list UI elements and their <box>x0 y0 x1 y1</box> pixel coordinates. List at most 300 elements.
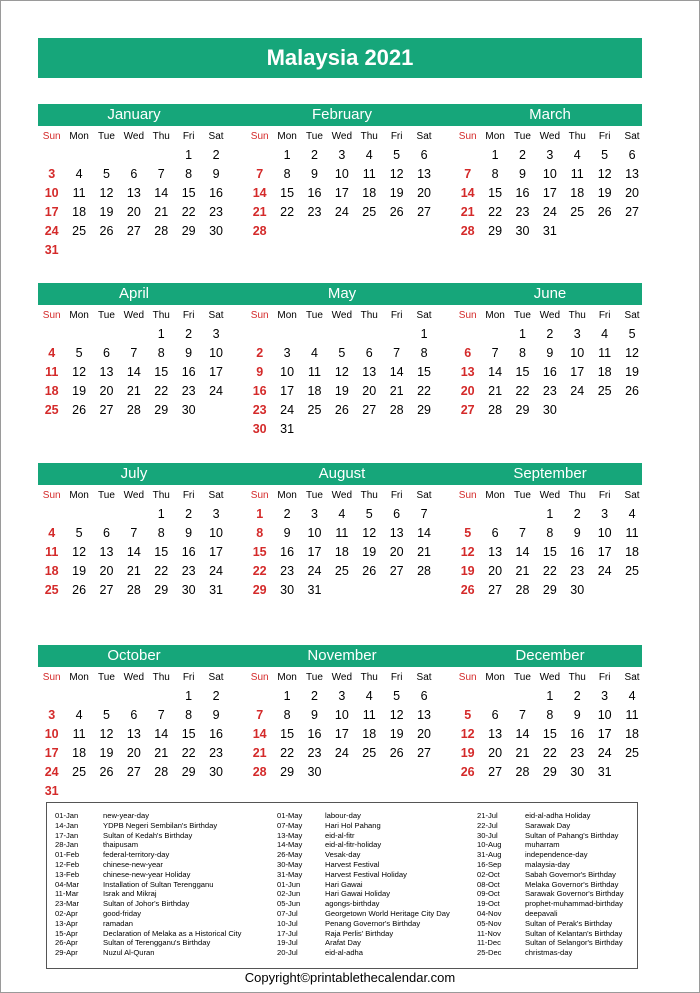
weekday-label: Sun <box>42 310 61 321</box>
weekday-header <box>454 127 646 146</box>
day-cell: 6 <box>365 346 373 360</box>
day-cell: 28 <box>252 224 267 238</box>
week-row <box>454 382 646 401</box>
day-cell: 5 <box>628 327 636 341</box>
day-cell: 3 <box>601 507 609 521</box>
weekday-label: Wed <box>539 310 561 321</box>
holiday-entry <box>55 938 241 948</box>
day-cell: 2 <box>573 689 581 703</box>
holiday-date: 13-May <box>277 830 303 840</box>
holiday-date: 08-Oct <box>477 879 500 889</box>
holiday-name: Israk and Mikraj <box>103 889 157 899</box>
day-cell: 1 <box>546 507 554 521</box>
holiday-name: Melaka Governor's Birthday <box>525 879 619 889</box>
day-cell: 15 <box>280 186 295 200</box>
day-cell: 15 <box>542 727 557 741</box>
holiday-date: 11-Nov <box>477 928 501 938</box>
day-cell: 9 <box>573 708 581 722</box>
weekday-label: Fri <box>182 131 195 142</box>
weekday-header <box>454 486 646 505</box>
weekday-label: Wed <box>539 490 561 501</box>
weekday-header <box>454 668 646 687</box>
day-cell: 3 <box>546 148 554 162</box>
empty-day-cell <box>591 401 618 420</box>
week-row <box>38 184 230 203</box>
holiday-name: deepavali <box>525 908 558 918</box>
day-cell: 24 <box>334 746 349 760</box>
empty-day-cell <box>410 581 437 600</box>
day-cell: 11 <box>625 708 639 722</box>
empty-day-cell <box>38 146 65 165</box>
day-cell: 2 <box>573 507 581 521</box>
empty-day-cell <box>618 763 645 782</box>
empty-day-cell <box>454 146 481 165</box>
empty-day-cell <box>273 222 300 241</box>
holiday-entry <box>277 831 450 841</box>
day-cell: 30 <box>209 224 223 238</box>
day-cell: 26 <box>597 205 612 219</box>
day-cell: 16 <box>280 545 295 559</box>
day-cell: 13 <box>126 727 141 741</box>
day-cell: 10 <box>209 526 223 540</box>
empty-day-cell <box>356 581 383 600</box>
weekday-label: Mon <box>277 310 297 321</box>
empty-day-cell <box>591 222 618 241</box>
day-cell: 4 <box>338 507 346 521</box>
holiday-entry <box>277 870 450 880</box>
day-cell: 11 <box>45 545 59 559</box>
empty-day-cell <box>383 325 410 344</box>
day-cell: 15 <box>417 365 431 379</box>
empty-day-cell <box>410 763 437 782</box>
holiday-name: thaipusam <box>103 840 139 850</box>
holiday-name: Sabah Governor's Birthday <box>525 869 616 879</box>
day-cell: 9 <box>311 708 318 722</box>
day-cell: 20 <box>99 564 114 578</box>
weekday-label: Tue <box>98 131 115 142</box>
day-cell: 17 <box>307 545 322 559</box>
day-cell: 10 <box>334 167 349 181</box>
weekday-label: Tue <box>98 672 115 683</box>
day-cell: 21 <box>417 545 431 559</box>
day-cell: 14 <box>460 186 475 200</box>
day-cell: 12 <box>389 708 404 722</box>
day-cell: 27 <box>99 583 114 597</box>
holiday-entry <box>477 840 624 850</box>
day-cell: 23 <box>209 205 223 219</box>
month-name: June <box>533 285 567 302</box>
month-name: November <box>307 647 377 664</box>
weekday-label: Mon <box>69 131 89 142</box>
empty-day-cell <box>618 222 645 241</box>
weekday-label: Sat <box>208 310 224 321</box>
weekday-label: Wed <box>331 490 353 501</box>
week-row <box>246 401 438 420</box>
day-cell: 24 <box>209 564 223 578</box>
day-cell: 3 <box>48 167 56 181</box>
day-cell: 12 <box>99 186 114 200</box>
day-cell: 22 <box>280 746 295 760</box>
holiday-date: 21-Jul <box>477 811 498 820</box>
holiday-date: 04-Mar <box>55 879 80 889</box>
day-cell: 18 <box>625 545 639 559</box>
weekday-label: Fri <box>182 672 195 683</box>
day-cell: 28 <box>389 403 404 417</box>
day-cell: 22 <box>252 564 267 578</box>
day-cell: 15 <box>515 365 530 379</box>
holiday-date: 26-May <box>277 850 303 860</box>
day-cell: 30 <box>307 765 322 779</box>
holiday-name: Sarawak Governor's Birthday <box>525 889 624 899</box>
holiday-entry <box>55 860 241 870</box>
day-cell: 1 <box>546 689 554 703</box>
day-cell: 15 <box>154 545 169 559</box>
week-row <box>38 706 230 725</box>
empty-day-cell <box>148 146 175 165</box>
day-cell: 24 <box>334 205 349 219</box>
day-cell: 14 <box>154 186 169 200</box>
weekday-label: Mon <box>485 490 505 501</box>
day-cell: 24 <box>209 384 223 398</box>
day-cell: 1 <box>519 327 526 341</box>
day-cell: 4 <box>365 689 373 703</box>
empty-day-cell <box>246 325 273 344</box>
weekday-label: Tue <box>306 490 323 501</box>
week-row <box>454 725 646 744</box>
empty-day-cell <box>202 782 229 801</box>
empty-day-cell <box>454 325 481 344</box>
week-row <box>38 744 230 763</box>
holiday-name: eid-al-adha <box>325 948 363 958</box>
day-cell: 7 <box>519 708 526 722</box>
day-cell: 19 <box>99 205 114 219</box>
day-cell: 9 <box>185 346 193 360</box>
day-cell: 8 <box>157 526 165 540</box>
day-cell: 5 <box>464 526 472 540</box>
day-cell: 9 <box>311 167 318 181</box>
month-december <box>454 645 646 782</box>
week-row <box>246 146 438 165</box>
day-cell: 9 <box>546 346 554 360</box>
day-cell: 5 <box>365 507 373 521</box>
day-cell: 4 <box>48 526 56 540</box>
day-cell: 30 <box>181 403 196 417</box>
day-cell: 26 <box>72 583 87 597</box>
week-row <box>38 222 230 241</box>
day-cell: 6 <box>103 526 110 540</box>
day-cell: 25 <box>72 224 87 238</box>
day-cell: 26 <box>389 746 404 760</box>
holiday-entry <box>477 821 624 831</box>
day-cell: 17 <box>334 186 349 200</box>
day-cell: 20 <box>362 384 377 398</box>
day-cell: 30 <box>209 765 223 779</box>
day-cell: 6 <box>464 346 472 360</box>
day-cell: 7 <box>256 708 264 722</box>
week-row <box>38 763 230 782</box>
month-name: February <box>311 106 373 123</box>
holiday-entry <box>55 880 241 890</box>
day-cell: 28 <box>126 583 141 597</box>
day-cell: 9 <box>573 526 581 540</box>
weekday-label: Tue <box>98 490 115 501</box>
day-cell: 2 <box>546 327 554 341</box>
day-cell: 18 <box>625 727 639 741</box>
day-cell: 8 <box>256 526 264 540</box>
weekday-label: Thu <box>152 310 170 321</box>
day-cell: 22 <box>154 564 169 578</box>
day-cell: 27 <box>126 765 141 779</box>
day-cell: 23 <box>181 564 196 578</box>
weekday-label: Fri <box>390 672 403 683</box>
holiday-date: 13-Apr <box>55 918 78 928</box>
empty-day-cell <box>356 763 383 782</box>
weekday-label: Sun <box>250 672 269 683</box>
day-cell: 7 <box>519 526 526 540</box>
holiday-name: Georgetown World Heritage City Day <box>325 908 450 918</box>
day-cell: 14 <box>126 365 141 379</box>
day-cell: 23 <box>570 564 585 578</box>
day-cell: 14 <box>154 727 169 741</box>
empty-day-cell <box>148 241 175 260</box>
day-cell: 29 <box>154 403 169 417</box>
day-cell: 17 <box>542 186 557 200</box>
holiday-name: new-year-day <box>103 811 150 820</box>
day-cell: 17 <box>597 545 612 559</box>
holiday-date: 29-Apr <box>55 948 78 958</box>
holiday-entry <box>277 889 450 899</box>
month-name: October <box>107 647 161 664</box>
empty-day-cell <box>93 325 120 344</box>
day-cell: 7 <box>256 167 264 181</box>
week-row <box>246 763 438 782</box>
week-row <box>38 325 230 344</box>
day-cell: 5 <box>393 689 401 703</box>
empty-day-cell <box>65 687 92 706</box>
day-cell: 27 <box>625 205 639 219</box>
holiday-entry <box>277 919 450 929</box>
week-row <box>246 543 438 562</box>
day-cell: 19 <box>625 365 639 379</box>
empty-day-cell <box>618 581 645 600</box>
day-cell: 8 <box>546 708 554 722</box>
empty-day-cell <box>93 146 120 165</box>
day-cell: 9 <box>212 708 220 722</box>
holiday-date: 23-Mar <box>55 899 80 909</box>
day-cell: 31 <box>44 784 59 798</box>
day-cell: 7 <box>420 507 428 521</box>
empty-day-cell <box>93 687 120 706</box>
empty-day-cell <box>383 420 410 439</box>
day-cell: 16 <box>542 365 557 379</box>
weekday-label: Sun <box>458 310 477 321</box>
day-cell: 17 <box>597 727 612 741</box>
day-cell: 14 <box>389 365 404 379</box>
day-cell: 10 <box>570 346 585 360</box>
day-cell: 8 <box>185 708 193 722</box>
day-cell: 12 <box>99 727 114 741</box>
day-cell: 17 <box>209 365 223 379</box>
weekday-label: Mon <box>277 131 297 142</box>
weekday-label: Wed <box>331 672 353 683</box>
day-cell: 21 <box>488 384 503 398</box>
holiday-entry <box>277 811 450 821</box>
day-cell: 14 <box>515 727 530 741</box>
day-cell: 22 <box>181 205 196 219</box>
day-cell: 28 <box>154 224 169 238</box>
weekday-label: Thu <box>568 672 586 683</box>
day-cell: 6 <box>628 148 636 162</box>
holiday-date: 11-Mar <box>55 889 79 899</box>
day-cell: 7 <box>130 526 138 540</box>
holiday-date: 05-Jun <box>277 899 301 909</box>
empty-day-cell <box>65 146 92 165</box>
holiday-name: ramadan <box>103 918 133 928</box>
day-cell: 6 <box>491 708 499 722</box>
holiday-entry <box>277 850 450 860</box>
week-row <box>246 382 438 401</box>
week-row <box>454 401 646 420</box>
holiday-date: 15-Apr <box>55 928 78 938</box>
day-cell: 30 <box>515 224 530 238</box>
day-cell: 3 <box>601 689 609 703</box>
day-cell: 15 <box>181 186 196 200</box>
holiday-date: 13-Feb <box>55 869 80 879</box>
day-cell: 25 <box>44 583 59 597</box>
day-cell: 22 <box>280 205 295 219</box>
day-cell: 29 <box>542 765 557 779</box>
weekday-label: Sun <box>42 490 61 501</box>
day-cell: 27 <box>460 403 475 417</box>
day-cell: 13 <box>460 365 475 379</box>
month-november <box>246 645 438 782</box>
day-cell: 29 <box>252 583 267 597</box>
weekday-label: Sun <box>458 672 477 683</box>
weekday-label: Sun <box>42 131 61 142</box>
month-name: March <box>529 106 571 123</box>
day-cell: 25 <box>362 205 377 219</box>
day-cell: 1 <box>185 148 193 162</box>
holiday-entry <box>477 870 624 880</box>
empty-day-cell <box>148 782 175 801</box>
empty-day-cell <box>120 146 147 165</box>
empty-day-cell <box>175 782 202 801</box>
day-cell: 29 <box>417 403 431 417</box>
day-cell: 30 <box>570 583 585 597</box>
empty-day-cell <box>65 782 92 801</box>
empty-day-cell <box>120 782 147 801</box>
week-row <box>454 184 646 203</box>
holiday-name: YDPB Negeri Sembilan's Birthday <box>103 820 218 830</box>
month-name: January <box>107 106 161 123</box>
day-cell: 9 <box>185 526 193 540</box>
holiday-name: Vesak-day <box>325 850 361 860</box>
month-september <box>454 463 646 600</box>
day-cell: 13 <box>99 545 114 559</box>
empty-day-cell <box>481 505 508 524</box>
copyright-text: Copyright©printablethecalendar.com <box>244 970 456 985</box>
day-cell: 19 <box>460 564 475 578</box>
month-name: July <box>120 465 148 482</box>
day-cell: 19 <box>72 564 87 578</box>
day-cell: 27 <box>389 564 404 578</box>
holiday-date: 02-Apr <box>55 908 78 918</box>
weekday-label: Tue <box>306 131 323 142</box>
holiday-date: 05-Nov <box>477 918 502 928</box>
holiday-date: 20-Jul <box>277 948 298 958</box>
day-cell: 2 <box>185 507 193 521</box>
day-cell: 21 <box>389 384 404 398</box>
day-cell: 11 <box>570 167 584 181</box>
day-cell: 29 <box>181 765 196 779</box>
holiday-name: malaysia-day <box>525 859 570 869</box>
holiday-entry <box>477 909 624 919</box>
week-row <box>246 222 438 241</box>
day-cell: 22 <box>488 205 503 219</box>
day-cell: 27 <box>488 765 503 779</box>
holiday-name: Sultan of Kelantan's Birthday <box>525 928 623 938</box>
day-cell: 17 <box>209 545 223 559</box>
day-cell: 31 <box>542 224 557 238</box>
day-cell: 10 <box>209 346 223 360</box>
holiday-date: 11-Dec <box>477 938 501 948</box>
day-cell: 23 <box>515 205 530 219</box>
empty-day-cell <box>301 420 328 439</box>
weekday-label: Thu <box>360 131 378 142</box>
day-cell: 3 <box>48 708 56 722</box>
weekday-label: Mon <box>485 672 505 683</box>
empty-day-cell <box>38 505 65 524</box>
weekday-label: Tue <box>514 310 531 321</box>
holiday-name: Arafat Day <box>325 938 361 948</box>
day-cell: 18 <box>307 384 322 398</box>
day-cell: 21 <box>126 384 141 398</box>
weekday-label: Sat <box>208 490 224 501</box>
holiday-name: eid-al-adha Holiday <box>525 811 591 820</box>
holiday-name: Sultan of Selangor's Birthday <box>525 938 623 948</box>
day-cell: 20 <box>389 545 404 559</box>
empty-day-cell <box>202 241 229 260</box>
weekday-label: Thu <box>568 490 586 501</box>
day-cell: 15 <box>488 186 503 200</box>
empty-day-cell <box>564 401 591 420</box>
empty-day-cell <box>120 241 147 260</box>
empty-day-cell <box>618 401 645 420</box>
day-cell: 10 <box>44 727 59 741</box>
day-cell: 14 <box>252 186 267 200</box>
holiday-entry <box>55 811 241 821</box>
holiday-entry <box>55 899 241 909</box>
day-cell: 2 <box>283 507 291 521</box>
day-cell: 25 <box>44 403 59 417</box>
week-row <box>38 165 230 184</box>
day-cell: 20 <box>126 746 141 760</box>
day-cell: 12 <box>72 545 87 559</box>
month-name: December <box>515 647 585 664</box>
weekday-label: Mon <box>277 672 297 683</box>
day-cell: 11 <box>362 708 376 722</box>
day-cell: 8 <box>420 346 428 360</box>
holiday-date: 07-Jul <box>277 908 298 918</box>
day-cell: 4 <box>601 327 609 341</box>
day-cell: 16 <box>252 384 267 398</box>
day-cell: 21 <box>252 746 267 760</box>
day-cell: 20 <box>488 746 503 760</box>
weekday-label: Mon <box>69 310 89 321</box>
day-cell: 14 <box>515 545 530 559</box>
day-cell: 13 <box>389 526 404 540</box>
holiday-name: Penang Governor's Birthday <box>325 918 421 928</box>
